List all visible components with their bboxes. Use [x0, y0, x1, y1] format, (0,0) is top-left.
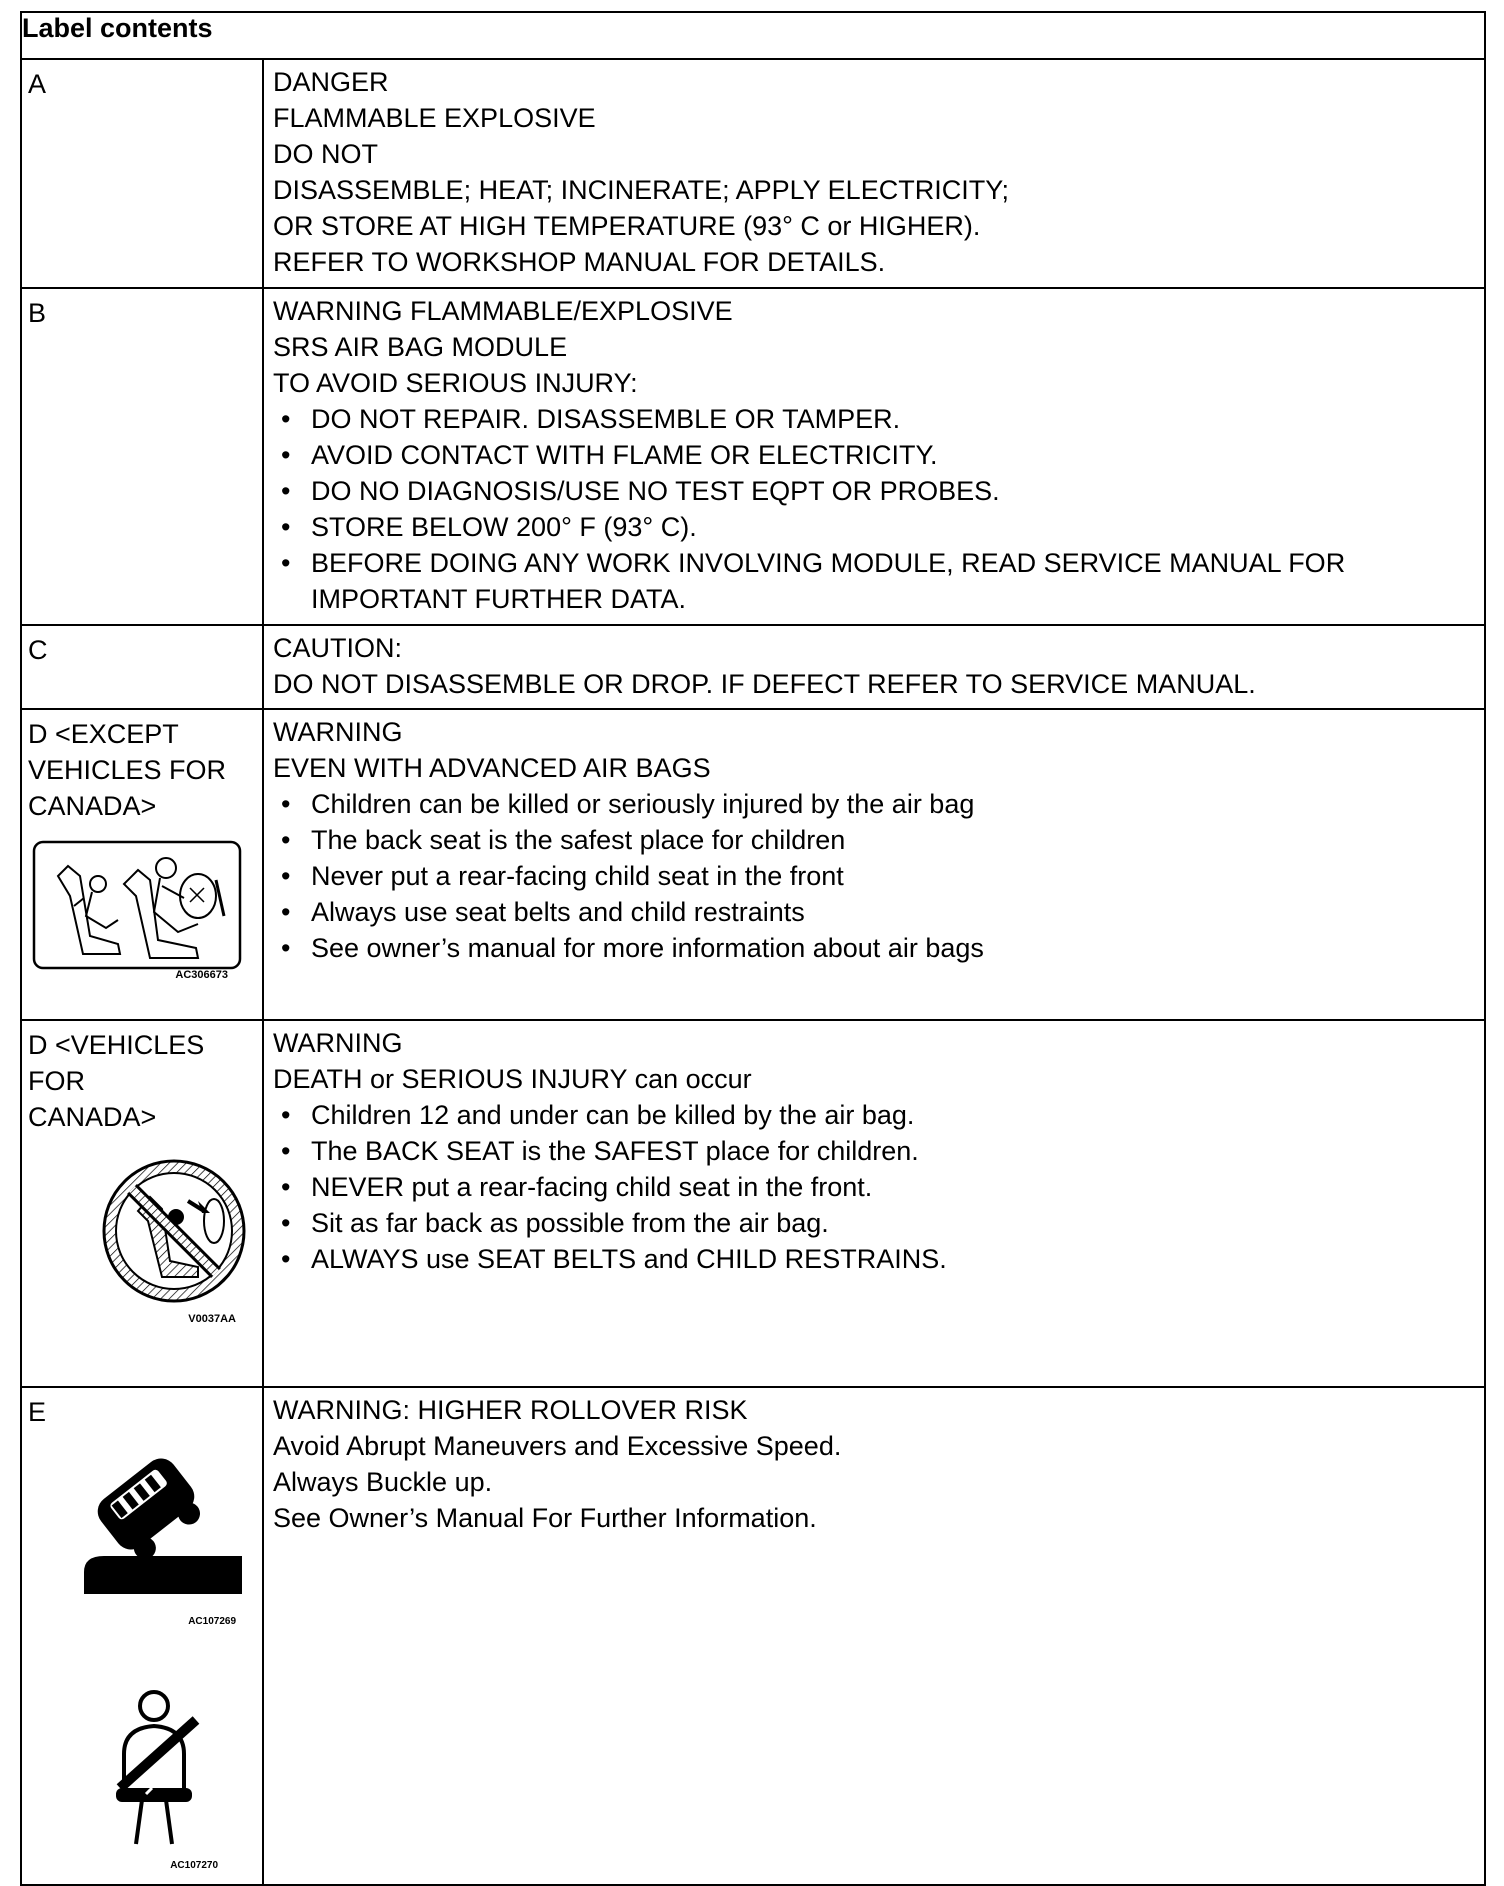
bullet-item: • BEFORE DOING ANY WORK INVOLVING MODULE, READ SERVICE MANUAL FOR IMPORTANT FURTHER DATA.: [273, 545, 1484, 617]
content-line: TO AVOID SERIOUS INJURY:: [273, 368, 638, 398]
figure-code: V0037AA: [188, 1313, 236, 1325]
table-row: [21, 59, 1485, 288]
bullet-list: [273, 786, 1484, 966]
bullet-item: • See owner’s manual for more information about air bags: [273, 930, 1484, 966]
bullet-item: • STORE BELOW 200° F (93° C).: [273, 509, 1484, 545]
content-line: DISASSEMBLE; HEAT; INCINERATE; APPLY ELECTRICITY;: [273, 175, 1009, 205]
table-row: [21, 1020, 1485, 1387]
row-label: B: [28, 298, 47, 328]
bullet-list: [273, 1097, 1484, 1277]
content-line: DO NOT: [273, 139, 378, 169]
bullet-item: • NEVER put a rear-facing child seat in the front.: [273, 1169, 1484, 1205]
content-line: DEATH or SERIOUS INJURY can occur: [273, 1064, 752, 1094]
bullet-item: • AVOID CONTACT WITH FLAME OR ELECTRICITY.: [273, 437, 1484, 473]
bullet-item: • Children can be killed or seriously injured by the air bag: [273, 786, 1484, 822]
bullet-item: • DO NOT REPAIR. DISASSEMBLE OR TAMPER.: [273, 401, 1484, 437]
row-label: C: [28, 635, 48, 665]
content-line: WARNING: [273, 1028, 403, 1058]
airbag-warning-icon: [28, 836, 246, 974]
row-content-cell: [263, 709, 1485, 1020]
content-line: CAUTION:: [273, 633, 403, 663]
content-line: EVEN WITH ADVANCED AIR BAGS: [273, 753, 711, 783]
seatbelt-person-icon: [28, 1684, 258, 1854]
figure-code: AC107270: [170, 1860, 218, 1871]
label-contents-table: [20, 11, 1486, 1886]
content-line: DANGER: [273, 67, 389, 97]
row-content-cell: [263, 59, 1485, 288]
bullet-item: • The back seat is the safest place for children: [273, 822, 1484, 858]
row-label-cell: [21, 59, 263, 288]
row-content-cell: [263, 1020, 1485, 1387]
bullet-list: [273, 401, 1484, 617]
row-label-cell: [21, 709, 263, 1020]
bullet-item: • Always use seat belts and child restraints: [273, 894, 1484, 930]
row-label: A: [28, 69, 47, 99]
bullet-item: • Never put a rear-facing child seat in the front: [273, 858, 1484, 894]
row-label: D <EXCEPT VEHICLES FOR CANADA>: [28, 719, 227, 821]
row-label-cell: [21, 625, 263, 709]
row-content-cell: [263, 1387, 1485, 1885]
no-child-front-figure: [28, 1151, 258, 1331]
content-line: REFER TO WORKSHOP MANUAL FOR DETAILS.: [273, 247, 886, 277]
table-row: [21, 625, 1485, 709]
content-line: OR STORE AT HIGH TEMPERATURE (93° C or HIGHER).: [273, 211, 981, 241]
table-title: Label contents: [21, 12, 1485, 59]
row-label-cell: [21, 1387, 263, 1885]
rollover-figure: [28, 1444, 258, 1644]
row-label: E: [28, 1397, 47, 1427]
bullet-item: • ALWAYS use SEAT BELTS and CHILD RESTRAINS.: [273, 1241, 1484, 1277]
bullet-item: • DO NO DIAGNOSIS/USE NO TEST EQPT OR PROBES.: [273, 473, 1484, 509]
content-line: DO NOT DISASSEMBLE OR DROP. IF DEFECT REFER TO SERVICE MANUAL.: [273, 669, 1256, 699]
content-line: Avoid Abrupt Maneuvers and Excessive Speed.: [273, 1431, 842, 1461]
figure-code: AC306673: [175, 969, 228, 981]
content-line: WARNING: [273, 717, 403, 747]
table-row: [21, 709, 1485, 1020]
rollover-vehicle-icon: [28, 1444, 258, 1614]
content-line: FLAMMABLE EXPLOSIVE: [273, 103, 596, 133]
table-row: [21, 1387, 1485, 1885]
bullet-item: • Sit as far back as possible from the air bag.: [273, 1205, 1484, 1241]
content-line: Always Buckle up.: [273, 1467, 493, 1497]
figure-code: AC107269: [188, 1616, 236, 1627]
bullet-item: • The BACK SEAT is the SAFEST place for children.: [273, 1133, 1484, 1169]
content-line: SRS AIR BAG MODULE: [273, 332, 568, 362]
row-label-cell: [21, 1020, 263, 1387]
row-content-cell: [263, 625, 1485, 709]
table-row: [21, 288, 1485, 625]
content-line: WARNING FLAMMABLE/EXPLOSIVE: [273, 296, 733, 326]
row-label: D <VEHICLES FOR CANADA>: [28, 1030, 205, 1132]
row-content-cell: [263, 288, 1485, 625]
content-line: See Owner’s Manual For Further Information.: [273, 1503, 817, 1533]
bullet-item: • Children 12 and under can be killed by the air bag.: [273, 1097, 1484, 1133]
row-label-cell: [21, 288, 263, 625]
no-child-seat-prohibition-icon: [28, 1151, 258, 1311]
airbag-label-figure: [28, 836, 246, 979]
content-line: WARNING: HIGHER ROLLOVER RISK: [273, 1395, 748, 1425]
seatbelt-figure: [28, 1684, 258, 1884]
